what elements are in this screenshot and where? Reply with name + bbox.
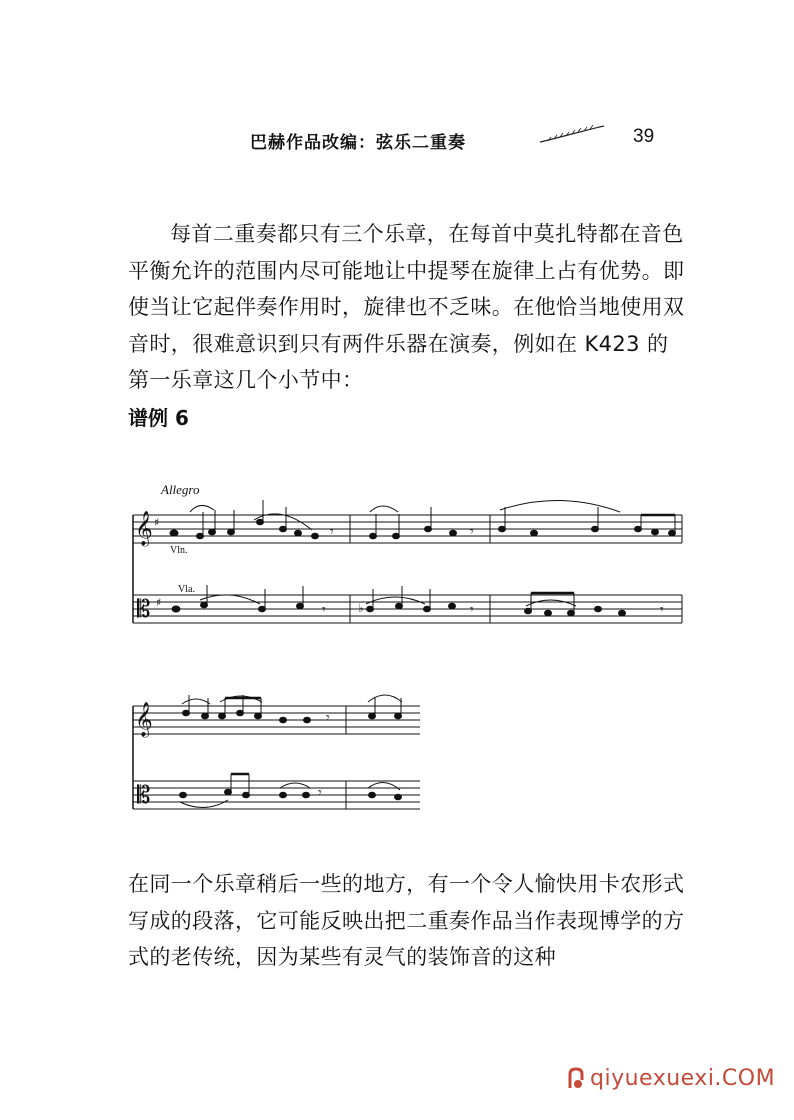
svg-text:𝄾: 𝄾	[318, 785, 322, 801]
tempo-marking: Allegro	[161, 482, 200, 497]
paragraph-1: 每首二重奏都只有三个乐章，在每首中莫扎特都在音色平衡允许的范围内尽可能地让中提琴在旋律上占有优势。即使当让它起伴奏作用时，旋律也不乏味。在他恰当地使用双音时，很难意识到只有两件乐器在演奏，例如在 K423 的第一乐章这几个小节中：	[128, 222, 685, 392]
svg-text:𝄾: 𝄾	[470, 602, 474, 618]
svg-text:𝄾: 𝄾	[660, 602, 664, 618]
system-1	[133, 500, 682, 623]
paragraph-2: 在同一个乐章稍后一些的地方，有一个令人愉快用卡农形式写成的段落，它可能反映出把二重奏作品当作表现博学的方式的老传统，因为某些有灵气的装饰音的这种	[128, 872, 685, 969]
svg-text:𝄞: 𝄞	[135, 702, 153, 737]
svg-text:𝄾: 𝄾	[330, 524, 334, 540]
running-title: 巴赫作品改编：弦乐二重奏	[250, 133, 466, 153]
svg-text:𝄡: 𝄡	[137, 595, 151, 623]
watermark-logo-icon	[565, 1066, 587, 1092]
svg-text:𝄾: 𝄾	[322, 602, 326, 618]
viola-staff-2	[133, 781, 420, 809]
example-label: 谱例 6	[128, 406, 189, 430]
viola-label: Vla.	[178, 584, 195, 595]
violin-label: Vln.	[170, 545, 188, 556]
svg-text:𝄾: 𝄾	[326, 710, 330, 726]
svg-text:♭: ♭	[358, 601, 364, 615]
svg-text:𝄾: 𝄾	[470, 524, 474, 540]
page-number: 39	[633, 126, 655, 147]
svg-text:𝄞: 𝄞	[135, 511, 153, 546]
svg-text:♯: ♯	[154, 516, 160, 529]
violin-staff-2	[133, 706, 420, 734]
svg-text:𝄡: 𝄡	[137, 781, 151, 809]
watermark: qiyuexuexi.COM	[590, 1066, 776, 1091]
svg-text:♯: ♯	[156, 596, 162, 609]
system-2	[133, 695, 420, 809]
